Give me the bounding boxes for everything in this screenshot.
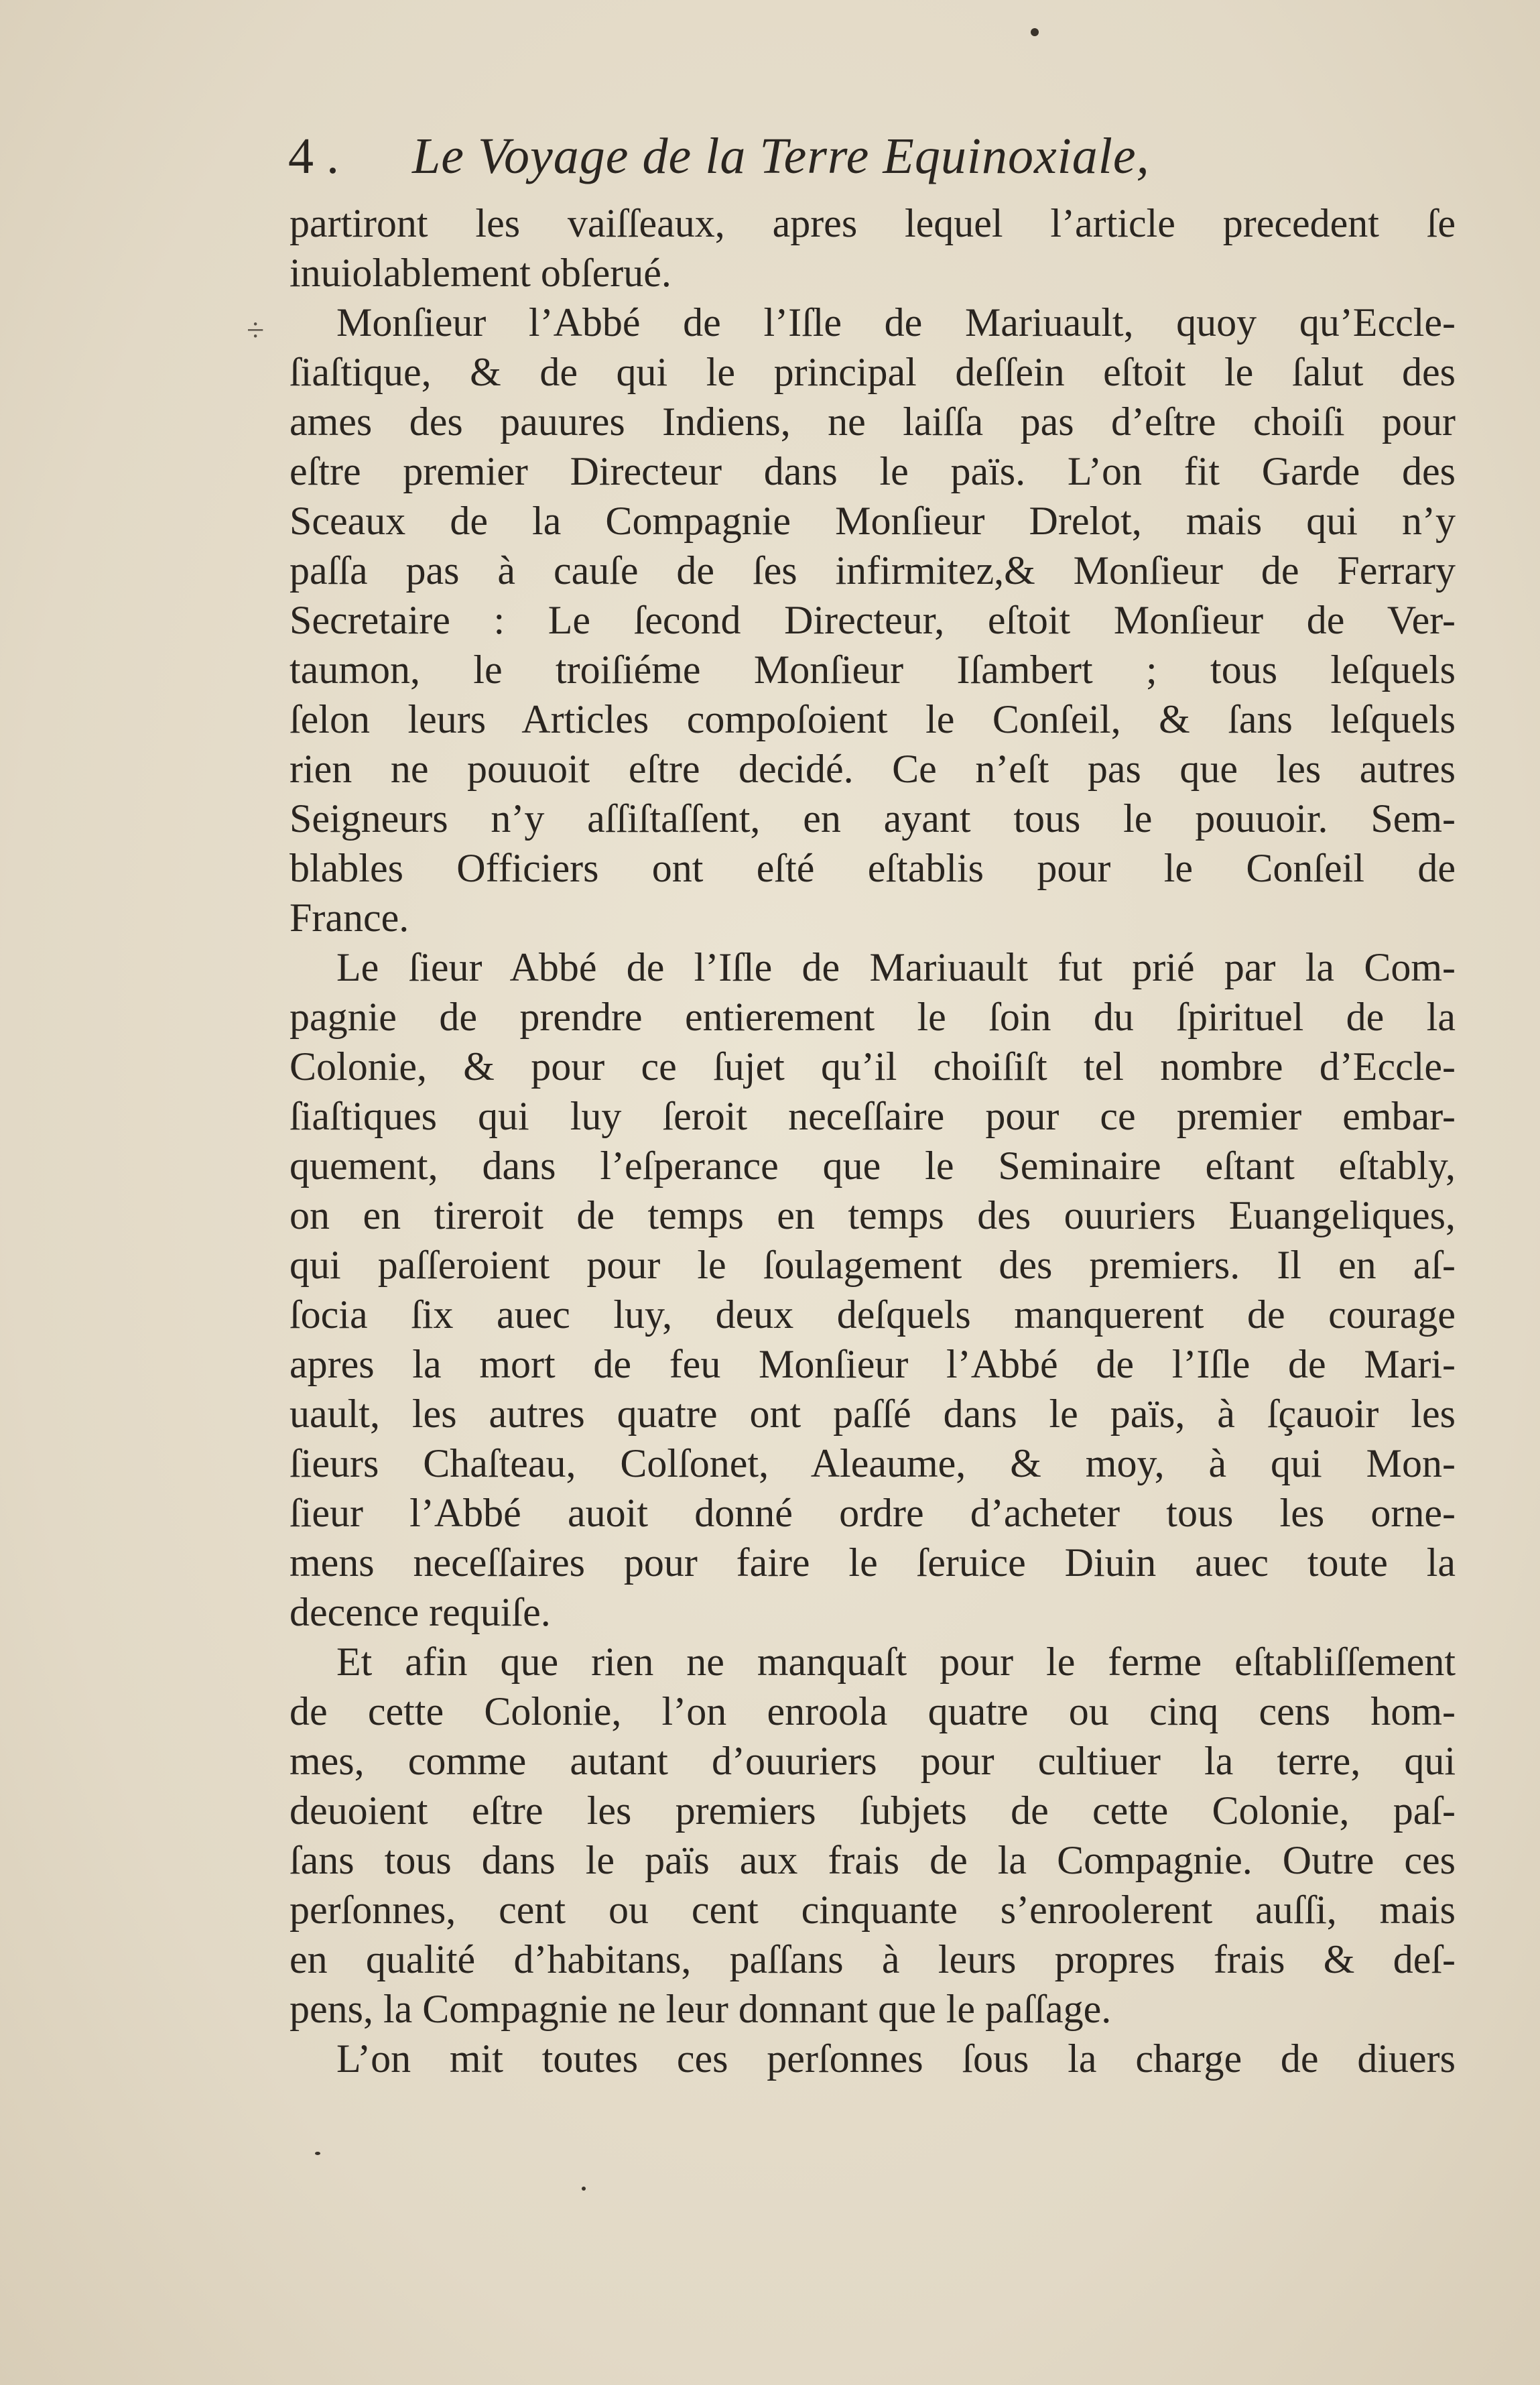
text-line: ſieur l’Abbé auoit donné ordre d’acheter tous les orne- [290, 1491, 1456, 1535]
page-header [288, 119, 1427, 193]
paragraph-start-line: Et afin que rien ne manquaſt pour le ferme eſtabliſſement [336, 1640, 1456, 1684]
text-line: mes, comme autant d’ouuriers pour cultiuer la terre, qui [290, 1739, 1456, 1783]
body-text [290, 198, 1456, 2083]
text-line: decence requiſe. [290, 1590, 551, 1634]
text-line: partiront les vaiſſeaux, apres lequel l’article precedent ſe [290, 201, 1456, 245]
text-line: ames des pauures Indiens, ne laiſſa pas d’eſtre choiſi pour [290, 400, 1456, 444]
text-line: France. [290, 896, 409, 940]
text-line: perſonnes, cent ou cent cinquante s’enroolerent auſſi, mais [290, 1888, 1456, 1932]
text-line: ſiaſtiques qui luy ſeroit neceſſaire pour ce premier embar- [290, 1094, 1456, 1138]
text-line: on en tireroit de temps en temps des ouuriers Euangeliques, [290, 1193, 1456, 1237]
text-line: deuoient eſtre les premiers ſubjets de cette Colonie, paſ- [290, 1788, 1456, 1833]
running-title: Le Voyage de la Terre Equinoxiale, [412, 128, 1150, 184]
text-line: taumon, le troiſiéme Monſieur Iſambert ; tous leſquels [290, 648, 1456, 692]
text-line: ſocia ſix auec luy, deux deſquels manquerent de courage [290, 1292, 1456, 1337]
text-line: rien ne pouuoit eſtre decidé. Ce n’eſt pas que les autres [290, 747, 1456, 791]
text-line: Sceaux de la Compagnie Monſieur Drelot, mais qui n’y [290, 499, 1456, 543]
text-line: ſiaſtique, & de qui le principal deſſein eſtoit le ſalut des [290, 350, 1456, 394]
paragraph-start-line: Le ſieur Abbé de l’Iſle de Mariuault fut prié par la Com- [336, 945, 1456, 989]
text-line: ſelon leurs Articles compoſoient le Conſeil, & ſans leſquels [290, 697, 1456, 741]
text-line: qui paſſeroient pour le ſoulagement des premiers. Il en aſ- [290, 1243, 1456, 1287]
text-line: eſtre premier Directeur dans le païs. L’on fit Garde des [290, 449, 1456, 493]
text-line: ſieurs Chaſteau, Colſonet, Aleaume, & moy, à qui Mon- [290, 1441, 1456, 1485]
page-number: 4 . [288, 128, 339, 184]
text-line: uault, les autres quatre ont paſſé dans le païs, à ſçauoir les [290, 1392, 1456, 1436]
text-line: ſans tous dans le païs aux frais de la Compagnie. Outre ces [290, 1838, 1456, 1882]
text-line: blables Officiers ont eſté eſtablis pour le Conſeil de [290, 846, 1456, 890]
text-line: inuiolablement obſerué. [290, 251, 671, 295]
paper-speck [315, 2152, 320, 2155]
text-line: Colonie, & pour ce ſujet qu’il choiſiſt tel nombre d’Eccle- [290, 1044, 1456, 1089]
text-line: quement, dans l’eſperance que le Seminaire eſtant eſtably, [290, 1144, 1456, 1188]
paragraph-start-line: Monſieur l’Abbé de l’Iſle de Mariuault, quoy qu’Eccle- [336, 300, 1456, 345]
text-line: pens, la Compagnie ne leur donnant que le paſſage. [290, 1987, 1112, 2031]
text-line: pagnie de prendre entierement le ſoin du ſpirituel de la [290, 995, 1456, 1039]
text-line: de cette Colonie, l’on enroola quatre ou cinq cens hom- [290, 1689, 1456, 1733]
text-line: apres la mort de feu Monſieur l’Abbé de l’Iſle de Mari- [290, 1342, 1456, 1386]
paragraph-start-line: L’on mit toutes ces perſonnes ſous la charge de diuers [336, 2036, 1456, 2081]
text-line: mens neceſſaires pour faire le ſeruice Diuin auec toute la [290, 1540, 1456, 1585]
text-line: Seigneurs n’y aſſiſtaſſent, en ayant tous le pouuoir. Sem- [290, 796, 1456, 841]
text-line: paſſa pas à cauſe de ſes infirmitez,& Monſieur de Ferrary [290, 548, 1456, 593]
text-line: en qualité d’habitans, paſſans à leurs propres frais & deſ- [290, 1937, 1456, 1981]
paper-speck [1031, 28, 1039, 36]
margin-mark: ÷ [247, 312, 265, 348]
text-line: Secretaire : Le ſecond Directeur, eſtoit Monſieur de Ver- [290, 598, 1456, 642]
paper-speck [582, 2187, 586, 2191]
